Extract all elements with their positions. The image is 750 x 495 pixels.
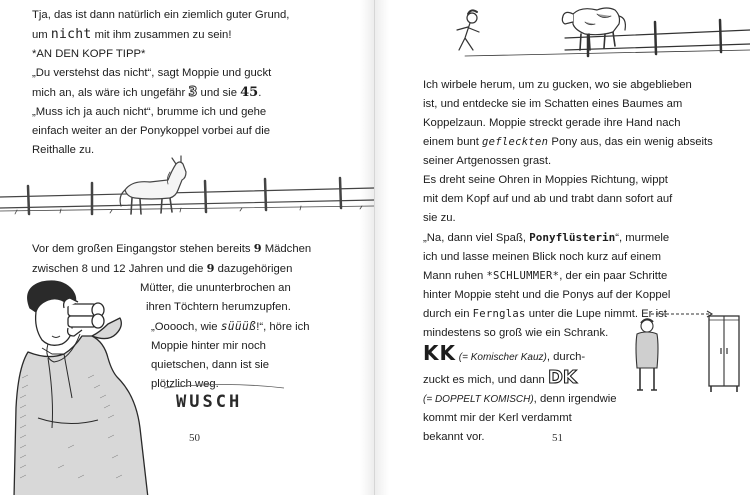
emphasis-gefleckten: gefleckten — [482, 136, 549, 148]
sound-effect-wusch: WUSCH — [176, 392, 243, 412]
page-number-right: 51 — [552, 432, 563, 444]
text-segment: durch ein — [423, 308, 473, 320]
text-segment: , durch- — [546, 351, 586, 363]
page-number-left: 50 — [189, 432, 200, 444]
text-line: Moppie hinter mir noch — [151, 340, 266, 352]
text-line: Es dreht seine Ohren in Moppies Richtung, wippt — [423, 174, 668, 186]
text-line: plötzlich weg. — [151, 378, 219, 390]
text-segment: und sie — [197, 87, 241, 99]
man-with-binoculars-illustration — [8, 278, 158, 495]
text-line: ich und lasse meinen Blick noch kurz auf einem — [423, 251, 661, 263]
text-segment: mit ihm zusammen zu sein! — [91, 29, 232, 41]
text-segment: um — [32, 29, 51, 41]
text-segment: „Na, dann viel Spaß, — [423, 232, 530, 244]
text-segment: !“, höre ich — [256, 321, 310, 333]
text-line: quietschen, dann ist sie — [151, 359, 270, 371]
text-segment: Vor dem großen Eingangstor stehen bereits — [32, 243, 254, 255]
text-segment: mich an, als wäre ich ungefähr — [32, 87, 189, 99]
abbreviation-kk: KK — [423, 341, 456, 365]
text-line — [32, 83, 289, 103]
number-three: 3 — [188, 85, 198, 100]
man-and-wardrobe-illustration — [623, 306, 743, 396]
left-text-block-1 — [32, 6, 289, 160]
text-segment: Pony aus, das ein wenig abseits — [548, 136, 713, 148]
text-line: ist, und entdecke sie im Schatten eines Baumes am — [423, 98, 683, 110]
number-nine: 9 — [206, 261, 215, 275]
text-line — [423, 267, 713, 286]
fence-horse-illustration — [0, 150, 374, 230]
kk-explanation: (= Komischer Kauz) — [456, 352, 547, 363]
text-line: *AN DEN KOPF TIPP* — [32, 48, 146, 60]
text-line: kommt mir der Kerl verdammt — [423, 412, 572, 424]
text-segment: zwischen 8 und 12 Jahren und die — [32, 263, 207, 275]
text-line: Mütter, die ununterbrochen an — [140, 282, 291, 294]
number-nine: 9 — [253, 241, 262, 255]
abbreviation-dk: DK — [547, 367, 577, 388]
text-line: Ich wirbele herum, um zu gucken, wo sie abgeblieben — [423, 79, 692, 91]
text-segment: zuckt es mich, und dann — [423, 374, 548, 386]
text-line — [32, 25, 289, 45]
dk-explanation: (= DOPPELT KOMISCH) — [423, 394, 534, 405]
motion-lines — [164, 383, 284, 393]
text-line — [423, 228, 713, 248]
text-line: Reithalle zu. — [32, 144, 95, 156]
text-line: bekannt vor. — [423, 431, 485, 443]
text-segment: Mann ruhen — [423, 270, 487, 282]
emphasis-ponyfluesterin: Ponyflüsterin — [529, 231, 616, 244]
text-line: ihren Töchtern herumzupfen. — [146, 301, 291, 313]
text-line: „Du verstehst das nicht“, sagt Moppie und guckt — [32, 67, 272, 79]
text-line: Tja, das ist dann natürlich ein ziemlich guter Grund, — [32, 9, 290, 21]
text-line: sie zu. — [423, 212, 456, 224]
text-line: „Muss ich ja auch nicht“, brumme ich und gehe — [32, 106, 267, 118]
emphasis-nicht: nicht — [50, 27, 92, 42]
text-line: einfach weiter an der Ponykoppel vorbei auf die — [32, 125, 271, 137]
text-segment: einem bunt — [423, 136, 483, 148]
text-segment: „Ooooch, wie — [151, 321, 221, 333]
text-line: seiner Artgenossen grast. — [423, 155, 552, 167]
text-segment: Mädchen — [261, 243, 312, 255]
text-line: Koppelzaun. Moppie streckt gerade ihre Hand nach — [423, 117, 681, 129]
emphasis-schlummer: *SCHLUMMER* — [486, 270, 560, 282]
text-segment: unter die Lupe nimmt. Er ist — [525, 308, 667, 320]
girl-and-horse-illustration — [375, 0, 750, 70]
text-line: mit dem Kopf auf und ab und trabt dann sofort auf — [423, 193, 673, 205]
text-segment: dazugehörigen — [214, 263, 293, 275]
text-line: hinter Moppie steht und die Ponys auf der Koppel — [423, 289, 671, 301]
emphasis-fernglas: Fernglas — [472, 308, 526, 320]
text-line — [32, 239, 311, 259]
right-page — [375, 0, 750, 495]
text-segment: , denn irgendwie — [533, 393, 617, 405]
text-segment: “, murmele — [615, 232, 670, 244]
number-45: 45 — [240, 85, 259, 100]
emphasis-suess: süüüß — [220, 320, 257, 333]
text-segment: , der ein paar Schritte — [559, 270, 668, 282]
text-line — [32, 259, 311, 279]
text-segment: . — [258, 87, 262, 99]
text-line — [423, 133, 713, 152]
text-line: mindestens so groß wie ein Schrank. — [423, 327, 609, 339]
